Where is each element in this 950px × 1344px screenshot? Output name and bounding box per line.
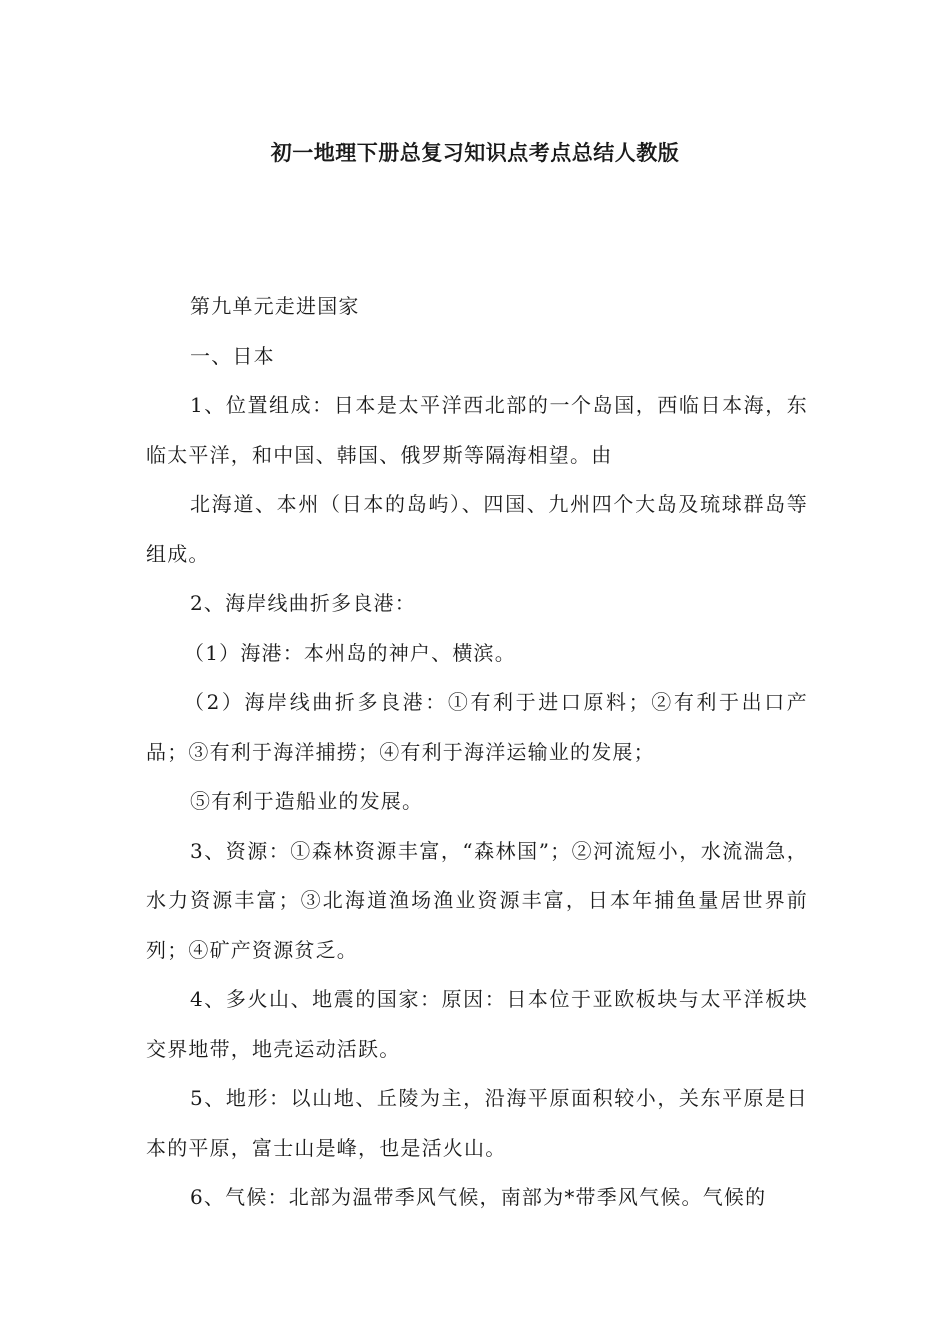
paragraph-shipbuilding: ⑤有利于造船业的发展。 bbox=[190, 789, 424, 813]
paragraph-resources: 3、资源：①森林资源丰富，“森林国”；②河流短小，水流湍急，水力资源丰富；③北海道渔场渔业资源丰富，日本年捕鱼量居世界前列；④矿产资源贫乏。 bbox=[146, 838, 808, 962]
document-title: 初一地理下册总复习知识点考点总结人教版 bbox=[270, 141, 680, 165]
paragraph-terrain: 5、地形：以山地、丘陵为主，沿海平原面积较小，关东平原是日本的平原，富士山是峰，也是活火山。 bbox=[146, 1086, 808, 1160]
paragraph-coastline-heading: 2、海岸线曲折多良港： bbox=[190, 591, 416, 615]
paragraph-coastline-benefits: （2）海岸线曲折多良港：①有利于进口原料；②有利于出口产品；③有利于海洋捕捞；④有利于海洋运输业的发展； bbox=[146, 690, 808, 764]
paragraph-location: 1、位置组成：日本是太平洋西北部的一个岛国，西临日本海，东临太平洋，和中国、韩国、俄罗斯等隔海相望。由 bbox=[146, 393, 808, 467]
paragraph-islands: 北海道、本州（日本的岛屿）、四国、九州四个大岛及琉球群岛等组成。 bbox=[146, 492, 808, 566]
paragraph-climate: 6、气候：北部为温带季风气候，南部为*带季风气候。气候的 bbox=[190, 1185, 767, 1209]
paragraph-volcanoes: 4、多火山、地震的国家：原因：日本位于亚欧板块与太平洋板块交界地带，地壳运动活跃。 bbox=[146, 987, 808, 1061]
paragraph-ports: （1）海港：本州岛的神户、横滨。 bbox=[184, 640, 516, 665]
unit-heading: 第九单元走进国家 bbox=[190, 294, 360, 318]
section-heading-japan: 一、日本 bbox=[190, 343, 275, 368]
document-body bbox=[146, 282, 808, 1223]
